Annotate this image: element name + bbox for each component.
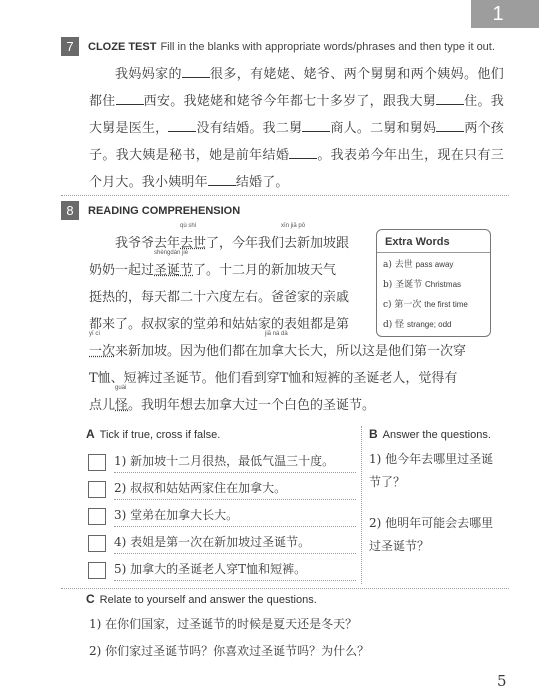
blank[interactable]: [289, 145, 317, 159]
passage-line: yī cì 一次 jiā ná dà 来新加坡。因为他们都在加拿大长大，所以这是他们第一次穿: [89, 331, 467, 359]
question-item: 1) 他今年去哪里过圣诞节了？: [369, 452, 494, 489]
passage-line: 我爷爷去年 qù shì 去世 xīn jiā pō 了，今年我们去新加坡跟: [115, 223, 350, 251]
tick-checkbox[interactable]: [88, 481, 106, 498]
passage-line: 都来了。叔叔家的堂弟和姑姑家的表姐都是第: [89, 317, 350, 332]
true-false-item: 1) 新加坡十二月很热，最低气温三十度。: [88, 452, 356, 473]
blank[interactable]: [116, 91, 144, 105]
part-c-header: C Relate to yourself and answer the questions.: [86, 592, 317, 606]
true-false-item: 5) 加拿大的圣诞老人穿T恤和短裤。: [88, 560, 356, 581]
extra-word-item: a) 去世 pass away: [383, 260, 454, 270]
section-divider: [61, 195, 509, 196]
true-false-item: 4) 表姐是第一次在新加坡过圣诞节。: [88, 533, 356, 554]
reading-section-header: [61, 201, 240, 220]
cloze-section-header: [61, 37, 495, 56]
page-number: 5: [497, 672, 507, 690]
blank[interactable]: [168, 118, 196, 132]
blank[interactable]: [302, 118, 330, 132]
section-number-badge: 8: [61, 201, 79, 220]
extra-word-item: c) 第一次 the first time: [383, 300, 468, 310]
section-instruction: Fill in the blanks with appropriate words/phrases and then type it out.: [160, 40, 495, 53]
part-a-header: A Tick if true, cross if false.: [86, 427, 221, 441]
extra-word-item: b) 圣诞节 Christmas: [383, 280, 462, 290]
true-false-item: 3) 堂弟在加拿大长大。: [88, 506, 356, 527]
blank[interactable]: [182, 64, 210, 78]
tick-checkbox[interactable]: [88, 562, 106, 579]
true-false-item: 2) 叔叔和姑姑两家住在加拿大。: [88, 479, 356, 500]
passage-line: 挺热的，每天都二十六度左右。爸爸家的亲戚: [89, 290, 350, 305]
section-title: READING COMPREHENSION: [88, 204, 241, 217]
blank[interactable]: [436, 118, 464, 132]
blank[interactable]: [436, 91, 464, 105]
extra-word-item: d) 怪 strange; odd: [383, 320, 452, 330]
part-b-header: B Answer the questions.: [369, 427, 491, 441]
question-item: 2) 你们家过圣诞节吗？你喜欢过圣诞节吗？为什么？: [89, 644, 370, 658]
question-item: 2) 他明年可能会去哪里过圣诞节？: [369, 516, 494, 553]
extra-words-title: Extra Words: [377, 230, 490, 253]
section-number-badge: 7: [61, 37, 79, 56]
chapter-tab: 1: [471, 0, 539, 28]
column-divider: [361, 426, 362, 584]
section-divider: [61, 588, 509, 589]
tick-checkbox[interactable]: [88, 535, 106, 552]
extra-words-box: [376, 229, 491, 337]
blank[interactable]: [208, 172, 236, 186]
passage-line: 奶奶一起过 shèngdàn jié 圣诞节了。十二月的新加坡天气: [89, 250, 337, 278]
tick-checkbox[interactable]: [88, 508, 106, 525]
tick-checkbox[interactable]: [88, 454, 106, 471]
cloze-passage: 我妈妈家的 很多，有姥姥、姥爷、两个舅舅和两个姨妈。他们都住 西安。我姥姥和姥爷今年都七十多岁了，跟我大舅 住。我大舅是医生， 没有结婚。我二舅 商人。二舅和舅妈 两个孩子。我大姨是秘书，她是前年结婚 。我表弟今年出生，现在只有三个月大。我小姨明年 结婚了。: [89, 61, 504, 196]
passage-line: T恤、短裤过圣诞节。他们看到穿T恤和短裤的圣诞老人，觉得有: [89, 371, 458, 386]
question-item: 1) 在你们国家，过圣诞节的时候是夏天还是冬天？: [89, 617, 358, 631]
section-title: CLOZE TEST: [88, 40, 157, 53]
passage-line: 点儿 guài 怪。我明年想去加拿大过一个白色的圣诞节。: [89, 385, 376, 413]
